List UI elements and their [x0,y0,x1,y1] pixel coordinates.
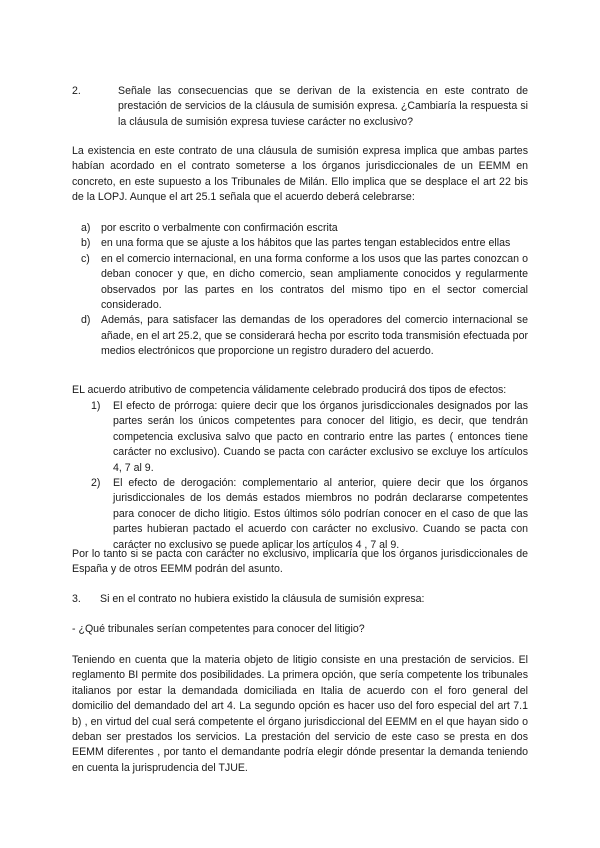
question-3-number: 3. [72,593,81,605]
list-item [72,313,528,359]
list-item [72,476,528,553]
question-3-text: Si en el contrato no hubiera existido la cláusula de sumisión expresa: [100,593,425,605]
list-item-label: a) [81,222,91,234]
question-3-subquestion: - ¿Qué tribunales serían competentes para conocer del litigio? [72,623,365,635]
question-2 [72,84,528,130]
question-2-number: 2. [72,85,81,97]
list-item-label: 1) [91,400,101,412]
answer-2-intro: La existencia en este contrato de una cláusula de sumisión expresa implica que ambas partes habían acordado en el contrato someterse a los órganos jurisdiccionales de un EEMM en concreto, en este supuesto a los Tribunales de Milán. Ello implica que se desplace el art 22 bis de la LOPJ. Aunque el art 25.1 señala que el acuerdo deberá celebrarse: [72,145,528,204]
list-item-text: en una forma que se ajuste a los hábitos que las partes tengan establecidos entre ellas [101,237,511,250]
list-item-text: Además, para satisfacer las demandas de los operadores del comercio internacional se añade, en el art 25.2, que se considerará hecha por escrito toda transmisión efectuada por medios electrónicos que proporcione un registro duradero del acuerdo. [101,314,528,358]
effects-intro: EL acuerdo atributivo de competencia válidamente celebrado producirá dos tipos de efectos: [72,384,507,396]
list-item-label: d) [81,314,91,327]
list-item-label: b) [81,237,91,250]
list-item [72,221,528,236]
list-item-text: El efecto de prórroga: quiere decir que los órganos jurisdiccionales designados por las partes serán los únicos competentes para conocer del litigio, es decir, que tendrán competencia exclusiva salvo que pacto en contrario entre las partes ( entonces tiene carácter no exclusivo). Cuando se pacta con carácter exclusivo se excluye los artículos 4, 7 al 9. [113,400,528,474]
question-3 [72,592,528,607]
answer-2-conclusion: Por lo tanto si se pacta con carácter no exclusivo, implicaría que los órganos jurisdiccionales de España y de otros EEMM podrán del asunto. [72,548,528,576]
list-item-label: 2) [91,477,101,490]
list-item-label: c) [81,252,90,265]
effects-list [72,399,528,553]
list-item [72,236,528,251]
list-item [72,399,528,476]
answer-3-text: Teniendo en cuenta que la materia objeto de litigio consiste en una prestación de servicios. El reglamento BI permite dos posibilidades. La primera opción, que sería competente los tribunales italianos por estar la demandada domiciliada en Italia de acuerdo con el foro general del domicilio del demandado del art 4. La segundo opción es hacer uso del foro especial del art 7.1 b) , en virtud del cual será competente el órgano jurisdiccional del EEMM en el que hayan sido o deban ser prestados los servicios. La prestación del servicio de este caso se presta en dos EEMM diferentes , por tanto el demandante podría elegir dónde presentar la demanda teniendo en cuenta la jurisprudencia del TJUE. [72,654,528,774]
list-item-text: por escrito o verbalmente con confirmación escrita [101,222,338,234]
question-2-text: Señale las consecuencias que se derivan de la existencia en este contrato de prestación de servicios de la cláusula de sumisión expresa. ¿Cambiaría la respuesta si la cláusula de sumisión expresa tuviese carácter no exclusivo? [118,85,528,128]
list-item-text: El efecto de derogación: complementario al anterior, quiere decir que los órganos jurisdiccionales de los demás estados miembros no podrán declararse competentes para conocer de dicho litigio. Estos últimos sólo podrían conocer en el caso de que las partes hubieran pactado el acuerdo con carácter no exclusivo. Cuando se pacta con carácter no exclusivo se puede aplicar los artículos 4 , 7 al 9. [113,477,528,551]
list-item [72,252,528,314]
form-requirements-list [72,221,528,360]
list-item-text: en el comercio internacional, en una forma conforme a los usos que las partes conozcan o deban conocer y que, en dicho comercio, sean ampliamente conocidos y regularmente observados por las partes en los contratos del mismo tipo en el sector comercial considerado. [101,252,528,312]
